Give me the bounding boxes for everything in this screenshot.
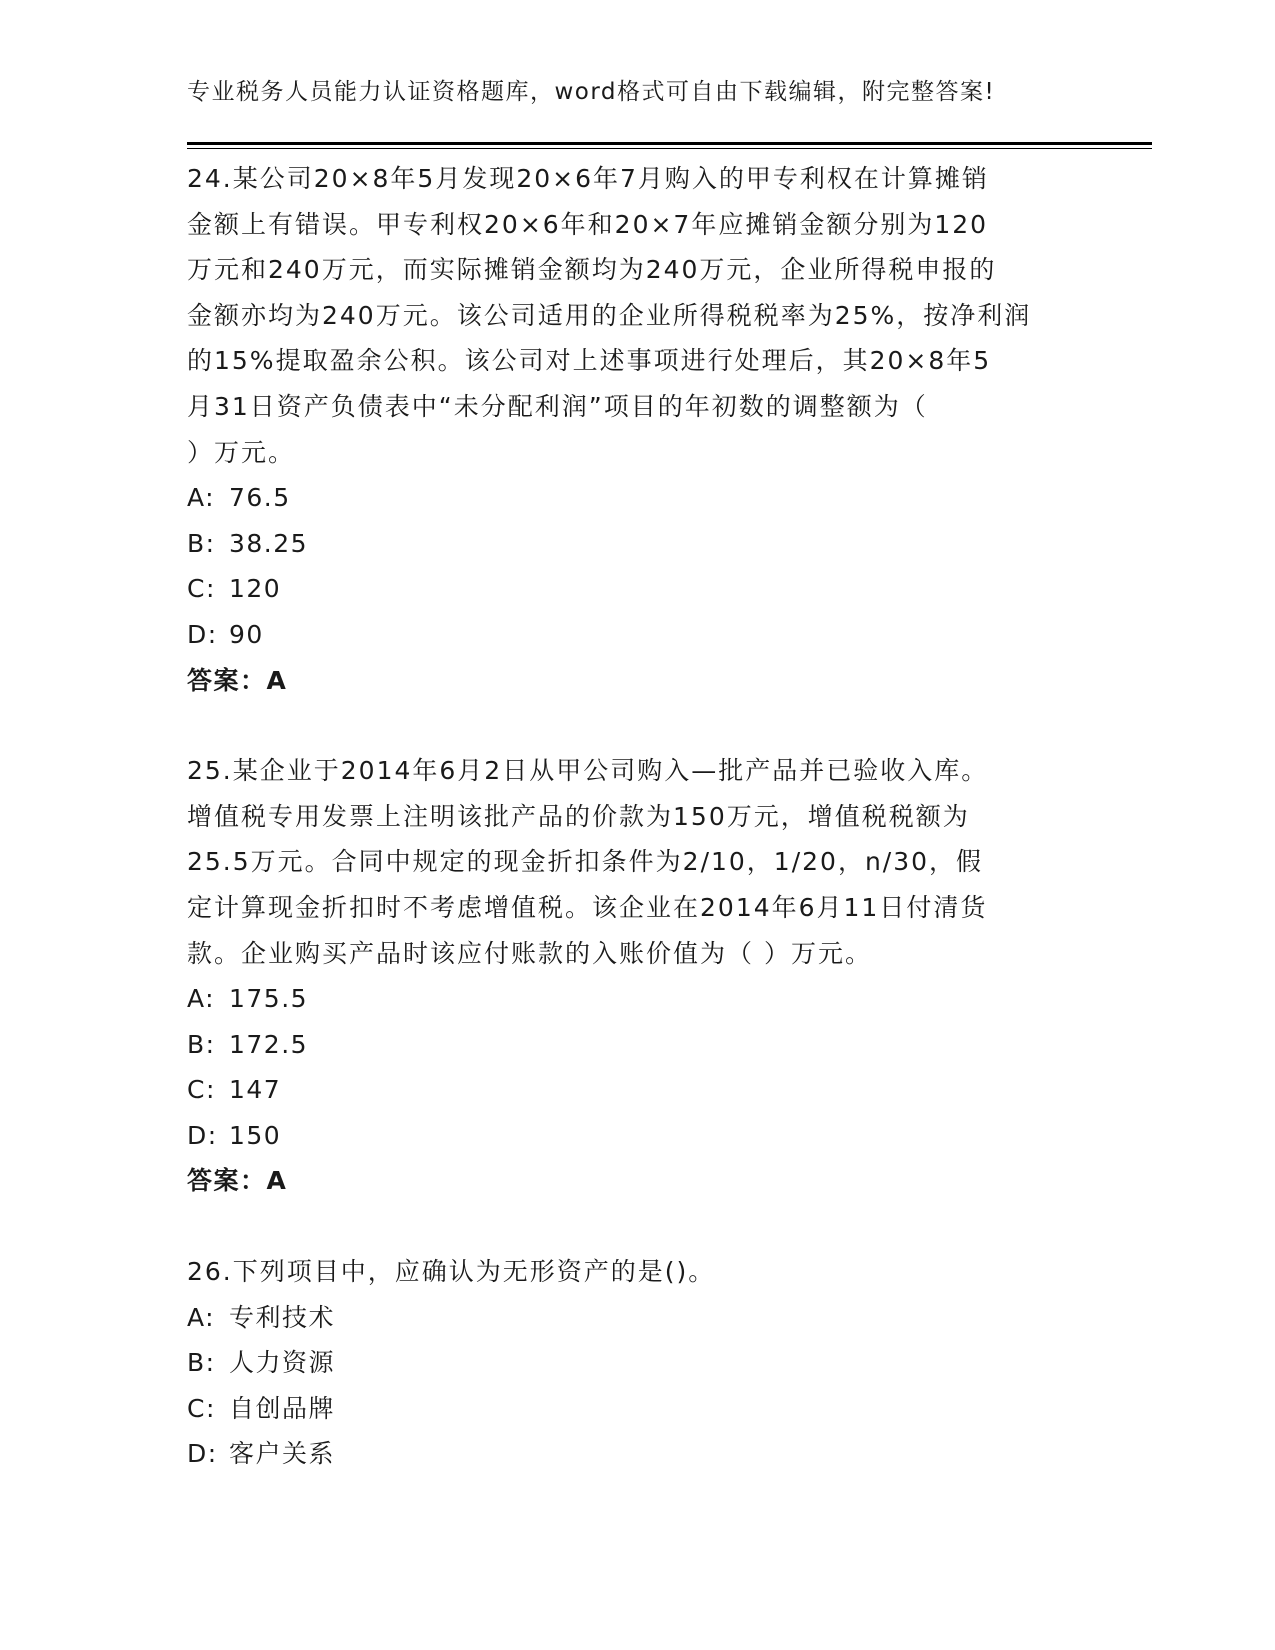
option-text: 自创品牌 <box>229 1393 336 1423</box>
option-key: B: <box>187 528 216 558</box>
option-text: 客户关系 <box>229 1439 336 1469</box>
stem-line: ）万元。 <box>187 437 296 467</box>
question-26 <box>187 1249 1087 1477</box>
question-stem <box>187 1249 1087 1295</box>
stem-line: 金额亦均为240万元。该公司适用的企业所得税税率为25%，按净利润 <box>187 300 1032 330</box>
option-key: D: <box>187 1120 218 1150</box>
question-24 <box>187 156 1087 703</box>
option-key: C: <box>187 1075 216 1105</box>
option-b <box>187 1022 1087 1068</box>
option-b <box>187 1340 1087 1386</box>
option-d <box>187 612 1087 658</box>
option-text: 147 <box>229 1075 282 1105</box>
page-header: 专业税务人员能力认证资格题库，word格式可自由下载编辑，附完整答案! <box>187 79 996 105</box>
option-text: 150 <box>229 1120 282 1150</box>
option-text: 76.5 <box>229 483 291 513</box>
question-list <box>187 156 1087 1477</box>
stem-line: 增值税专用发票上注明该批产品的价款为150万元，增值税税额为 <box>187 801 970 831</box>
answer-label: 答案：A <box>187 1166 288 1196</box>
stem-line: 25.某企业于2014年6月2日从甲公司购入—批产品并已验收入库。 <box>187 756 989 786</box>
stem-line: 款。企业购买产品时该应付账款的入账价值为（ ）万元。 <box>187 938 872 968</box>
option-d <box>187 1431 1087 1477</box>
option-key: A: <box>187 483 216 513</box>
option-text: 38.25 <box>229 528 309 558</box>
option-text: 120 <box>229 574 282 604</box>
option-key: D: <box>187 619 218 649</box>
option-c <box>187 566 1087 612</box>
option-d <box>187 1113 1087 1159</box>
option-key: A: <box>187 1302 216 1332</box>
stem-line: 26.下列项目中，应确认为无形资产的是()。 <box>187 1257 716 1287</box>
option-b <box>187 521 1087 567</box>
option-a <box>187 475 1087 521</box>
header-divider-thick <box>187 142 1152 145</box>
option-text: 172.5 <box>229 1029 309 1059</box>
question-spacer <box>187 1204 1087 1249</box>
stem-line: 定计算现金折扣时不考虑增值税。该企业在2014年6月11日付清货 <box>187 892 988 922</box>
question-stem <box>187 156 1087 475</box>
option-key: B: <box>187 1029 216 1059</box>
option-text: 90 <box>229 619 264 649</box>
option-key: B: <box>187 1348 216 1378</box>
question-25 <box>187 748 1087 1204</box>
answer-label: 答案：A <box>187 665 288 695</box>
stem-line: 24.某公司20×8年5月发现20×6年7月购入的甲专利权在计算摊销 <box>187 164 989 193</box>
option-key: A: <box>187 984 216 1014</box>
option-text: 175.5 <box>229 984 309 1014</box>
option-text: 专利技术 <box>229 1302 336 1332</box>
option-key: C: <box>187 574 216 604</box>
stem-line: 万元和240万元，而实际摊销金额均为240万元，企业所得税申报的 <box>187 255 997 285</box>
stem-line: 金额上有错误。甲专利权20×6年和20×7年应摊销金额分别为120 <box>187 209 989 239</box>
question-stem <box>187 748 1087 976</box>
option-text: 人力资源 <box>229 1348 336 1378</box>
option-key: C: <box>187 1393 216 1423</box>
option-c <box>187 1386 1087 1432</box>
option-key: D: <box>187 1439 218 1469</box>
stem-line: 25.5万元。合同中规定的现金折扣条件为2/10，1/20，n/30，假 <box>187 847 984 877</box>
option-a <box>187 976 1087 1022</box>
option-a <box>187 1295 1087 1341</box>
header-divider-thin <box>187 148 1152 149</box>
stem-line: 月31日资产负债表中“未分配利润”项目的年初数的调整额为（ <box>187 391 928 421</box>
option-c <box>187 1067 1087 1113</box>
stem-line: 的15%提取盈余公积。该公司对上述事项进行处理后，其20×8年5 <box>187 346 992 376</box>
question-spacer <box>187 703 1087 748</box>
